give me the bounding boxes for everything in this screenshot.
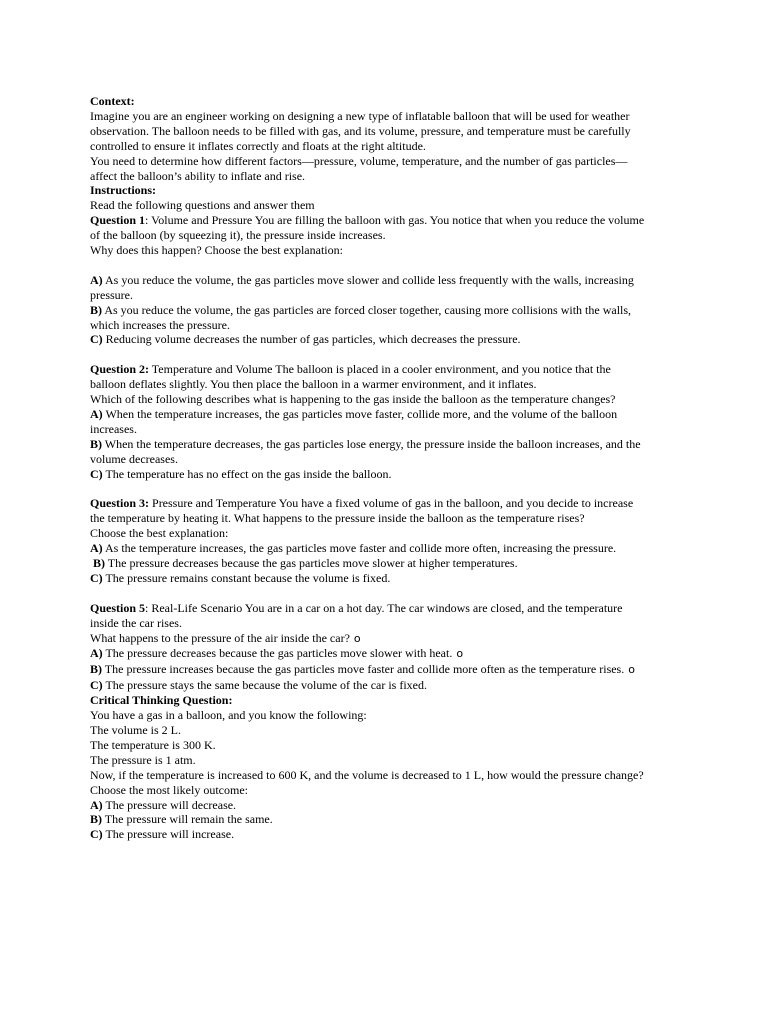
question-5-text: Question 5: Real-Life Scenario You are in a car on a hot day. The car windows are closed, and the temperature [90, 600, 623, 615]
question-5-prompt: What happens to the pressure of the air inside the car? o [90, 630, 361, 645]
question-1-option-b: B) As you reduce the volume, the gas particles are forced closer together, causing more collisions with the walls, [90, 302, 632, 317]
question-1-option-a: pressure. [90, 287, 133, 302]
question-3-text: Question 3: Pressure and Temperature You have a fixed volume of gas in the balloon, and you decide to increase [90, 496, 634, 511]
question-3-text: the temperature by heating it. What happens to the pressure inside the balloon as the temperature rises? [90, 511, 585, 526]
question-1-label: Question 1 [90, 213, 146, 228]
question-3-label: Question 3: [90, 496, 150, 511]
critical-line: The temperature is 300 K. [90, 737, 216, 752]
context-line: You need to determine how different factors—pressure, volume, temperature, and the number of gas particles— [90, 153, 628, 168]
critical-option-a: A) The pressure will decrease. [90, 797, 237, 812]
question-3-prompt: Choose the best explanation: [90, 526, 229, 541]
circle-mark-icon: o [353, 631, 361, 645]
critical-option-c: C) The pressure will increase. [90, 827, 235, 842]
critical-option-b: B) The pressure will remain the same. [90, 812, 273, 827]
question-3-option-b: B) The pressure decreases because the gas particles move slower at higher temperatures. [93, 556, 518, 571]
question-2-option-b: volume decreases. [90, 451, 178, 466]
question-3-option-a: A) As the temperature increases, the gas particles move faster and collide more often, increasing the pressure. [90, 541, 617, 556]
question-2-option-a: A) When the temperature increases, the gas particles move faster, collide more, and the volume of the balloon [90, 407, 618, 421]
critical-line: Now, if the temperature is increased to 600 K, and the volume is decreased to 1 L, how would the pressure change? [90, 767, 644, 782]
question-2-text: balloon deflates slightly. You then place the balloon in a warmer environment, and it inflates. [90, 377, 537, 392]
question-2-option-b: B) When the temperature decreases, the gas particles lose energy, the pressure inside the balloon increases, and the [90, 436, 641, 451]
instructions-heading: Instructions: [90, 183, 157, 198]
critical-heading: Critical Thinking Question: [90, 693, 233, 708]
critical-line: The pressure is 1 atm. [90, 752, 196, 767]
question-5-text: inside the car rises. [90, 615, 182, 630]
question-2-option-c: C) The temperature has no effect on the gas inside the balloon. [90, 466, 392, 481]
question-2-label: Question 2: [90, 362, 150, 377]
document-body [90, 94, 690, 842]
circle-mark-icon: o [628, 663, 635, 677]
question-2-text: Question 2: Temperature and Volume The balloon is placed in a cooler environment, and you notice that the [90, 362, 611, 377]
question-1-text: of the balloon (by squeezing it), the pressure inside increases. [90, 228, 386, 243]
question-3-option-c: C) The pressure remains constant because the volume is fixed. [90, 570, 391, 585]
context-line: Imagine you are an engineer working on designing a new type of inflatable balloon that will be used for weather [90, 108, 630, 123]
question-5-option-b: B) The pressure increases because the gas particles move faster and collide more often as the temperature rises. o [90, 662, 635, 677]
question-1-option-c: C) Reducing volume decreases the number of gas particles, which decreases the pressure. [90, 332, 521, 347]
context-line: affect the balloon’s ability to inflate and rise. [90, 168, 306, 183]
circle-mark-icon: o [456, 647, 464, 661]
instructions-text: Read the following questions and answer them [90, 198, 315, 213]
question-1-text: Question 1: Volume and Pressure You are filling the balloon with gas. You notice that when you reduce the volume [90, 213, 645, 228]
question-1-option-b: which increases the pressure. [90, 317, 230, 332]
critical-line: You have a gas in a balloon, and you know the following: [90, 708, 367, 723]
critical-line: Choose the most likely outcome: [90, 782, 248, 797]
question-1-option-a: A) As you reduce the volume, the gas particles move slower and collide less frequently with the walls, increasing [90, 272, 634, 287]
question-5-label: Question 5 [90, 600, 146, 615]
question-2-option-a: increases. [90, 421, 137, 436]
question-2-prompt: Which of the following describes what is happening to the gas inside the balloon as the temperature changes? [90, 392, 616, 407]
question-1-prompt: Why does this happen? Choose the best explanation: [90, 243, 343, 258]
context-line: observation. The balloon needs to be filled with gas, and its volume, pressure, and temperature must be carefully [90, 123, 631, 138]
critical-line: The volume is 2 L. [90, 723, 181, 737]
question-5-option-a: A) The pressure decreases because the gas particles move slower with heat. o [90, 646, 464, 661]
context-line: controlled to ensure it inflates correctly and floats at the right altitude. [90, 138, 426, 153]
question-5-option-c: C) The pressure stays the same because the volume of the car is fixed. [90, 678, 428, 693]
context-heading: Context: [90, 94, 135, 108]
